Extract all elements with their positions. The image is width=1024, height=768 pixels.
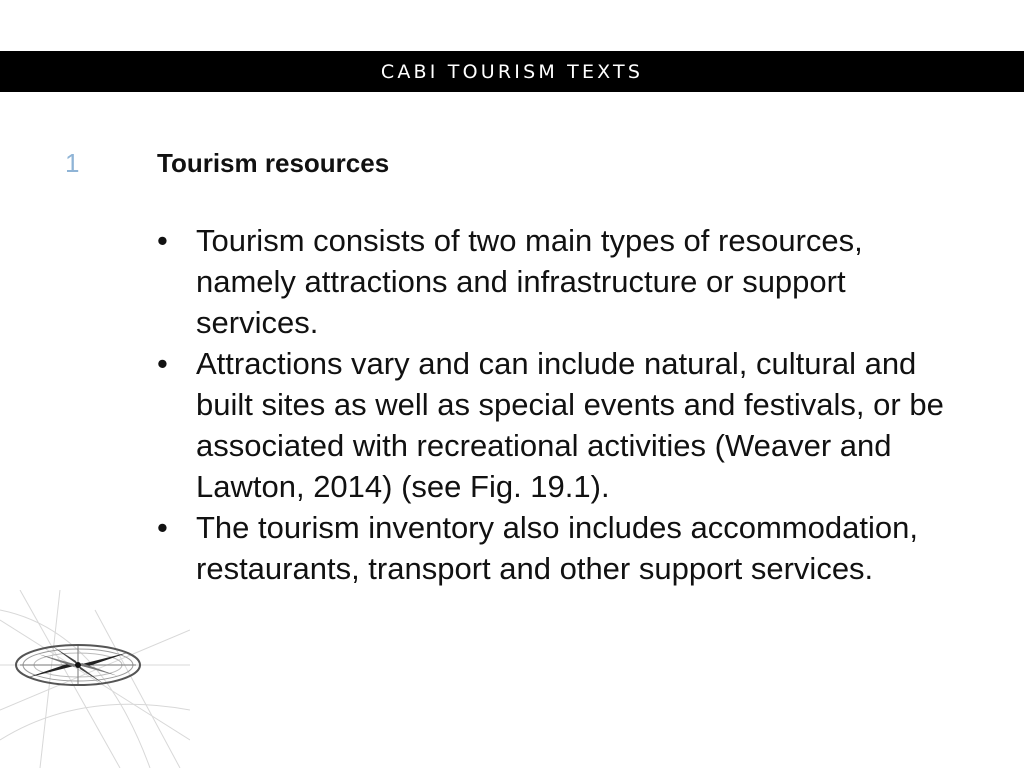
slide-number: 1: [65, 148, 80, 178]
bullet-dot-icon: •: [157, 510, 168, 545]
bullet-list: [157, 220, 957, 589]
bullet-dot-icon: •: [157, 346, 168, 381]
bullet-item: [157, 220, 957, 343]
compass-rose-icon: [0, 590, 190, 768]
bullet-item: [157, 507, 957, 589]
header-title: CABI TOURISM TEXTS: [380, 61, 644, 83]
bullet-item: [157, 343, 957, 507]
slide-title: Tourism resources: [157, 148, 390, 178]
bullet-text: Attractions vary and can include natural, cultural and built sites as well as special events and festivals, or be associated with recreational activities (Weaver and Lawton, 2014) (see Fig. 19.1).: [196, 346, 944, 504]
bullet-dot-icon: •: [157, 223, 168, 258]
bullet-text: The tourism inventory also includes accommodation, restaurants, transport and other support services.: [196, 510, 918, 586]
bullet-text: Tourism consists of two main types of resources, namely attractions and infrastructure or support services.: [196, 223, 863, 340]
